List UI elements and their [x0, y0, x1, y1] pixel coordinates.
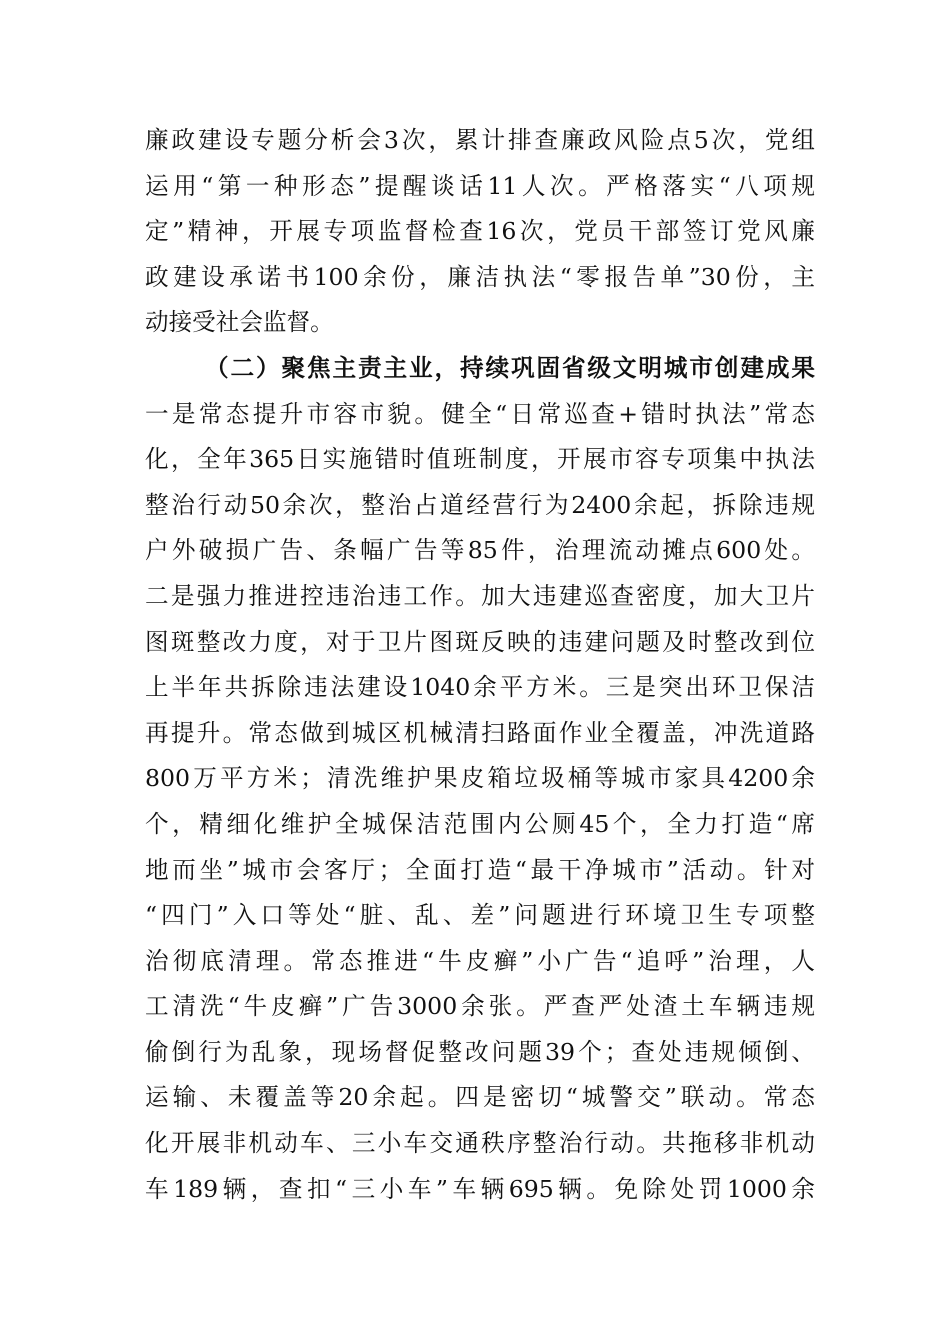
text-line: 化开展非机动车、三小车交通秩序整治行动。共拖移非机动	[145, 1129, 815, 1158]
text-line: 化，全年365日实施错时值班制度，开展市容专项集中执法	[145, 445, 815, 474]
text-line: 二是强力推进控违治违工作。加大违建巡查密度，加大卫片	[145, 581, 815, 610]
text-line: 治彻底清理。常态推进“牛皮癣”小广告“追呼”治理，人	[145, 946, 815, 975]
text-line: 户外破损广告、条幅广告等85件，治理流动摊点600处。	[145, 536, 815, 565]
text-line: 个，精细化维护全城保洁范围内公厕45个，全力打造“席	[145, 809, 815, 838]
section-heading: （二）聚焦主责主业，持续巩固省级文明城市创建成果	[205, 353, 815, 382]
document-body	[145, 118, 815, 1212]
text-line: 图斑整改力度，对于卫片图斑反映的违建问题及时整改到位	[145, 627, 815, 656]
text-line: 工清洗“牛皮癣”广告3000余张。严查严处渣土车辆违规	[145, 992, 815, 1021]
text-line: 政建设承诺书100余份，廉洁执法“零报告单”30份，主	[145, 262, 815, 291]
text-line: “四门”入口等处“脏、乱、差”问题进行环境卫生专项整	[145, 901, 815, 930]
text-line: 偷倒行为乱象，现场督促整改问题39个；查处违规倾倒、	[145, 1037, 815, 1066]
text-line: 定”精神，开展专项监督检查16次，党员干部签订党风廉	[145, 217, 815, 246]
text-line: 整治行动50余次，整治占道经营行为2400余起，拆除违规	[145, 490, 815, 519]
text-line: 再提升。常态做到城区机械清扫路面作业全覆盖，冲洗道路	[145, 718, 815, 747]
text-line: 车189辆，查扣“三小车”车辆695辆。免除处罚1000余	[145, 1174, 815, 1203]
text-line: 上半年共拆除违法建设1040余平方米。三是突出环卫保洁	[145, 673, 815, 702]
text-line: 运用“第一种形态”提醒谈话11人次。严格落实“八项规	[145, 171, 815, 200]
text-line: 动接受社会监督。	[145, 308, 334, 337]
text-line: 地而坐”城市会客厅；全面打造“最干净城市”活动。针对	[145, 855, 815, 884]
text-line: 一是常态提升市容市貌。健全“日常巡查+错时执法”常态	[145, 399, 815, 428]
text-line: 800万平方米；清洗维护果皮箱垃圾桶等城市家具4200余	[145, 764, 815, 793]
text-line: 廉政建设专题分析会3次，累计排查廉政风险点5次，党组	[145, 126, 815, 154]
text-line: 运输、未覆盖等20余起。四是密切“城警交”联动。常态	[145, 1083, 815, 1112]
